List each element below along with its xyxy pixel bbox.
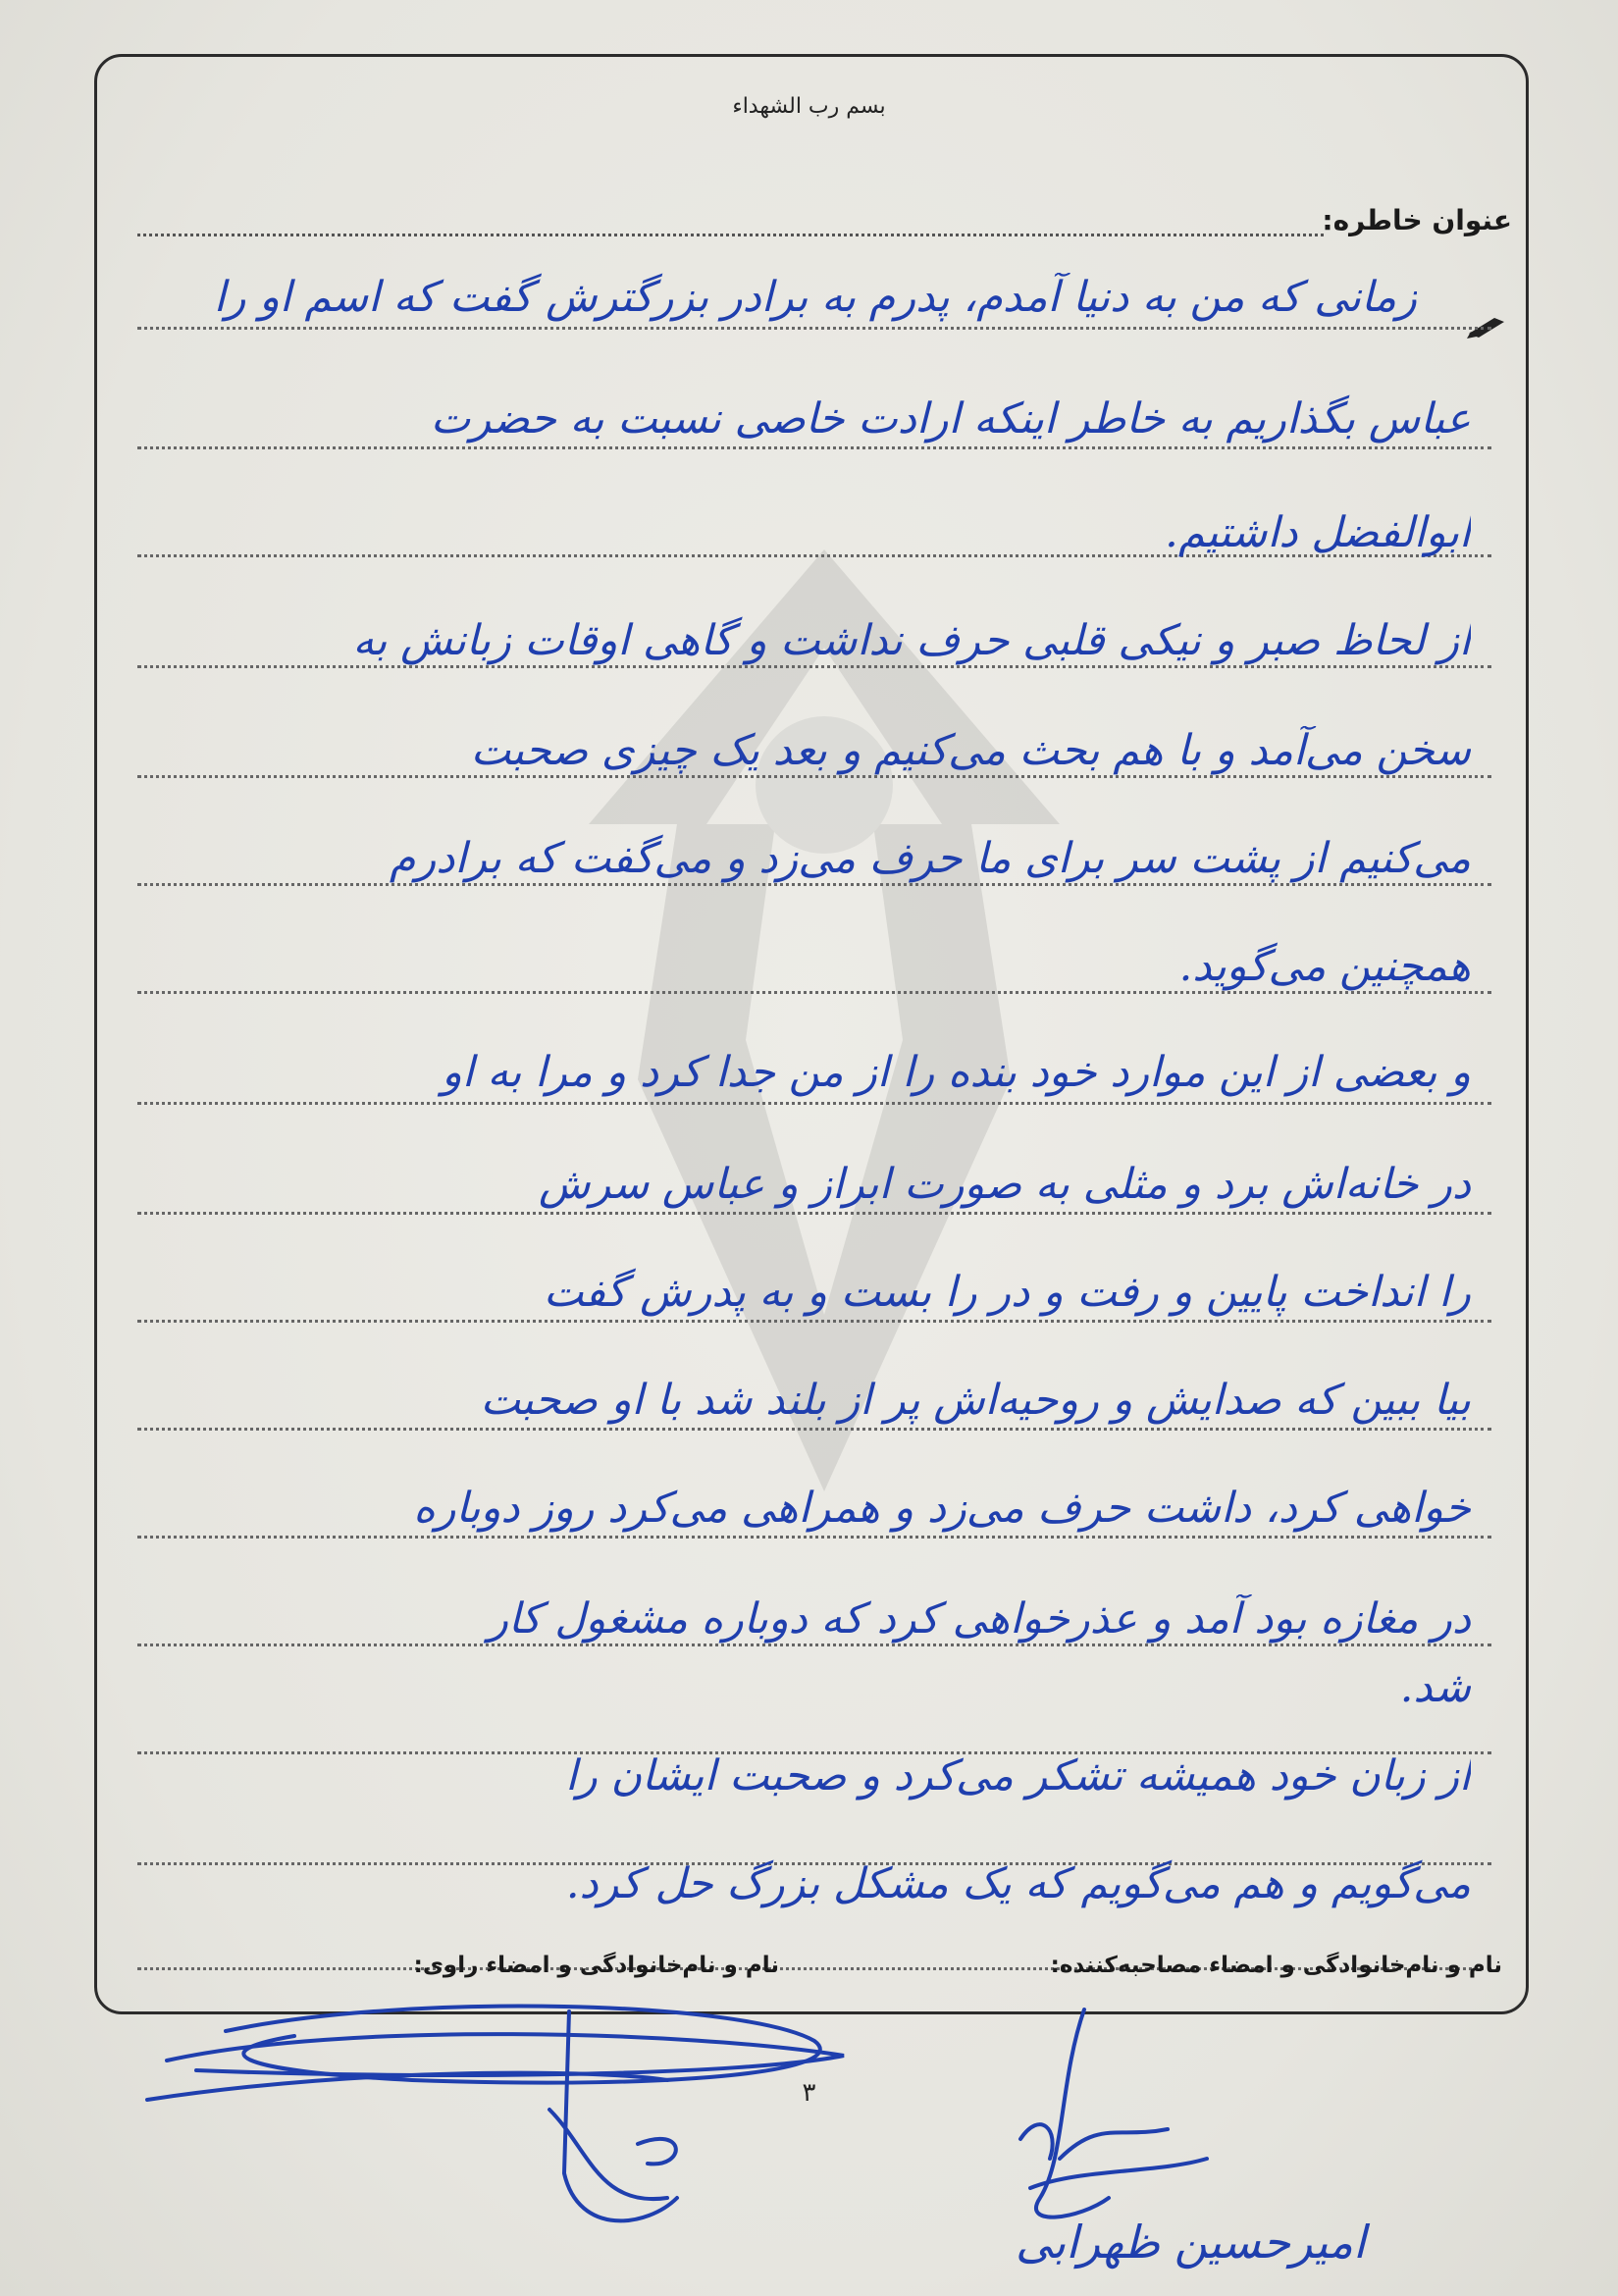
dotted-line xyxy=(137,1320,1491,1323)
dotted-line xyxy=(137,1428,1491,1431)
dotted-line xyxy=(137,991,1491,994)
page-number: ۳ xyxy=(802,2078,816,2108)
handwritten-line: را انداخت پایین و رفت و در را بست و به پدرش گفت xyxy=(544,1268,1471,1317)
handwritten-line: سخن می‌آمد و با هم بحث می‌کنیم و بعد یک چیزی صحبت xyxy=(470,726,1471,775)
handwritten-line: ابوالفضل داشتیم. xyxy=(1165,508,1471,557)
handwritten-line: شد. xyxy=(1399,1663,1471,1712)
narrator-signature-label: نام و نام‌خانوادگی و امضاء راوی: xyxy=(413,1953,779,1978)
page-header: بسم رب الشهداء xyxy=(732,94,886,119)
handwritten-line: زمانی که من به دنیا آمدم، پدرم به برادر بزرگترش گفت که اسم او را xyxy=(213,273,1417,322)
handwritten-line: عباس بگذاریم به خاطر اینکه ارادت خاصی نسبت به حضرت xyxy=(430,394,1471,444)
dotted-line xyxy=(137,1212,1491,1215)
handwritten-line: همچنین می‌گوید. xyxy=(1178,942,1471,991)
memory-title-label: عنوان خاطره: xyxy=(1322,204,1512,236)
handwritten-line: در مغازه بود آمد و عذرخواهی کرد که دوباره مشغول کار xyxy=(488,1594,1471,1644)
dotted-line xyxy=(137,327,1491,330)
interviewer-name-signature: امیرحسین ظهرابی xyxy=(1016,2216,1366,2269)
handwritten-line: از زبان خود همیشه تشکر می‌کرد و صحبت ایشان را xyxy=(565,1751,1471,1800)
handwritten-line: در خانه‌اش برد و مثلی به صورت ابراز و عباس سرش xyxy=(538,1160,1471,1209)
handwritten-line: از لحاظ صبر و نیکی قلبی حرف نداشت و گاهی اوقات زبانش به xyxy=(352,616,1471,665)
dotted-line xyxy=(137,883,1491,886)
handwritten-line: بیا ببین که صدایش و روحیه‌اش پر از بلند شد با او صحبت xyxy=(480,1376,1471,1425)
dotted-line xyxy=(137,775,1491,778)
interviewer-signature-label: نام و نام‌خانوادگی و امضاء مصاحبه‌کننده: xyxy=(1050,1953,1502,1978)
handwritten-line: می‌کنیم از پشت سر برای ما حرف می‌زد و می‌گفت که برادرم xyxy=(389,834,1471,883)
dotted-line xyxy=(137,1102,1491,1105)
handwritten-line: و بعضی از این موارد خود بنده را از من جدا کرد و مرا به او xyxy=(442,1048,1471,1097)
dotted-line xyxy=(137,446,1491,449)
dotted-line xyxy=(137,665,1491,668)
handwritten-line: خواهی کرد، داشت حرف می‌زد و همراهی می‌کرد روز دوباره xyxy=(413,1484,1471,1533)
dotted-line xyxy=(137,1644,1491,1646)
handwritten-line: می‌گویم و هم می‌گویم که یک مشکل بزرگ حل کرد. xyxy=(565,1859,1471,1908)
dotted-line xyxy=(137,1536,1491,1539)
